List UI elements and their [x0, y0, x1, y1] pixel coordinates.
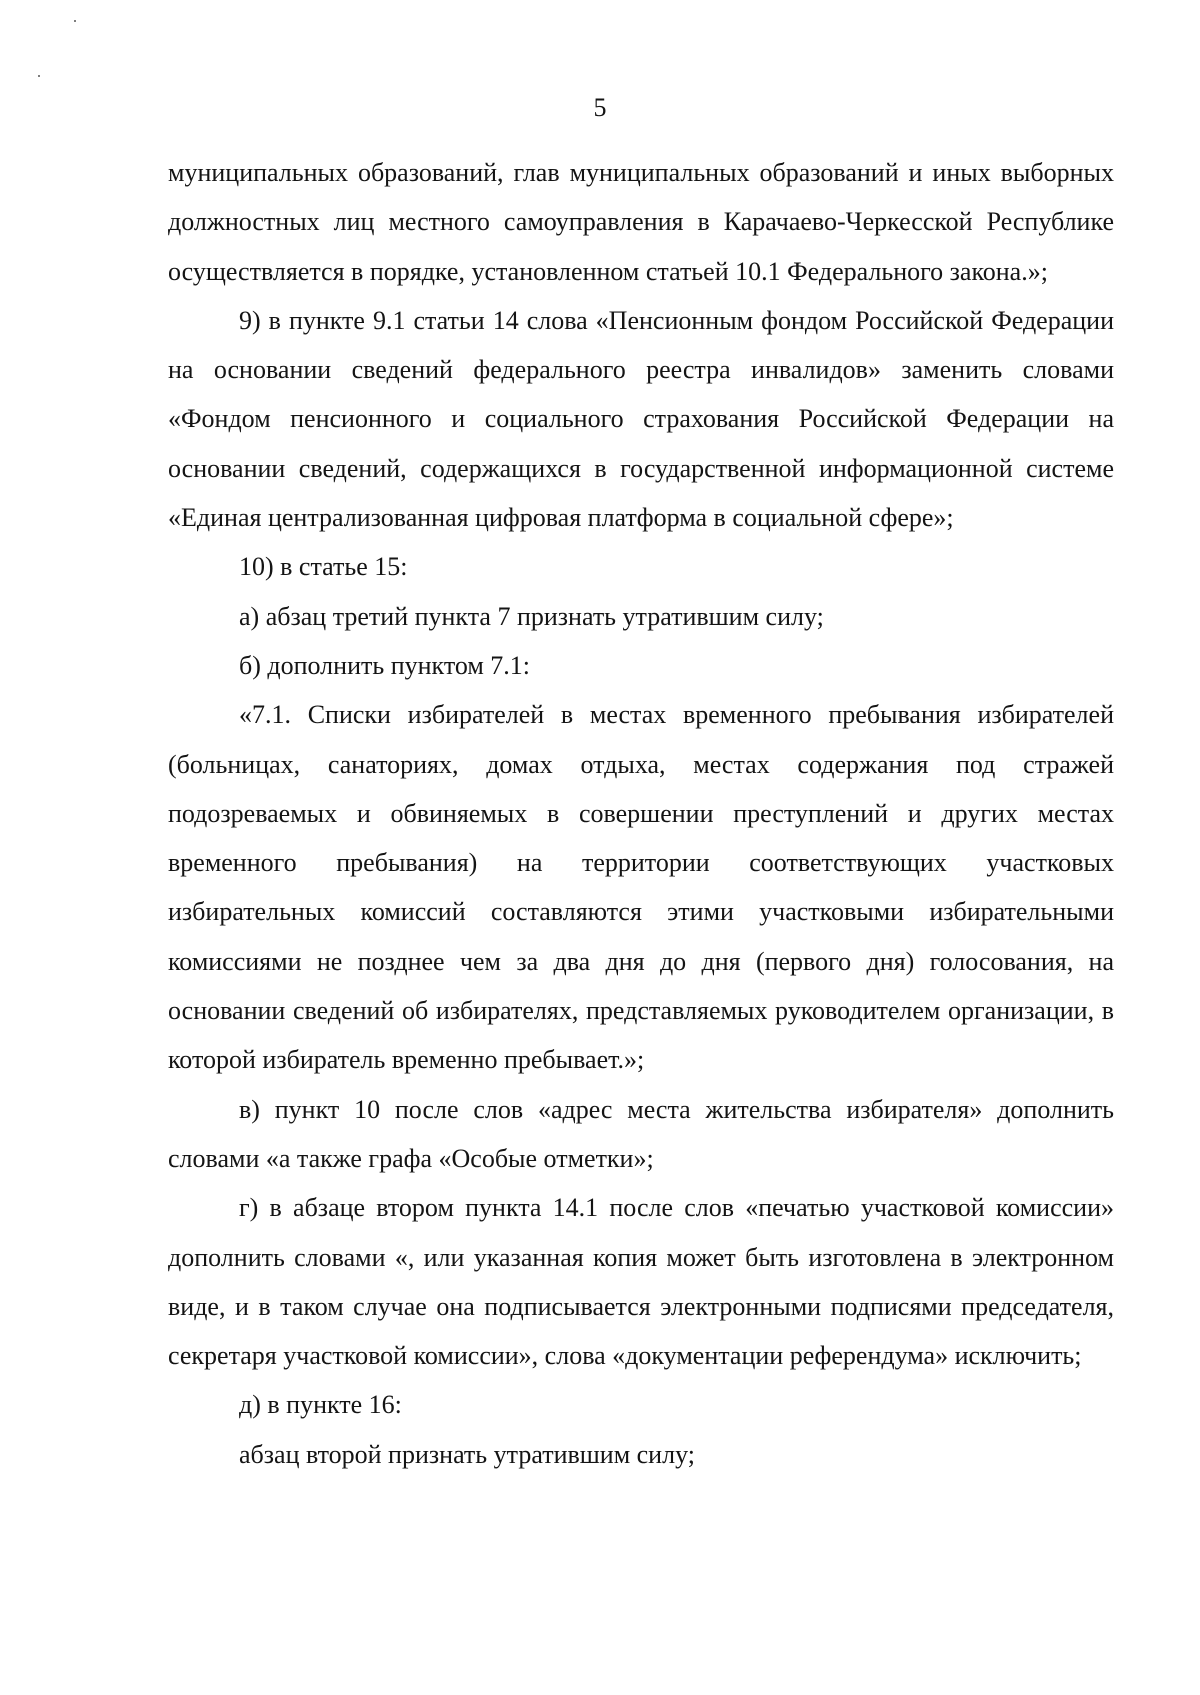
page-number: 5: [593, 93, 607, 122]
scan-speck: [38, 75, 40, 77]
paragraph-subitem-v: в) пункт 10 после слов «адрес места жительства избирателя» дополнить словами «а также графа «Особые отметки»;: [168, 1094, 1114, 1173]
paragraph-item-10: 10) в статье 15:: [239, 552, 408, 582]
paragraph-continuation: муниципальных образований, глав муниципальных образований и иных выборных должностных лиц местного самоуправления в Карачаево-Черкесской Республике осуществляется в порядке, установленном статьей 10.1 Федерального закона.»;: [168, 158, 1114, 286]
paragraph-subitem-d: д) в пункте 16:: [239, 1390, 402, 1420]
paragraph-subitem-b: б) дополнить пунктом 7.1:: [239, 650, 531, 680]
document-body: [168, 148, 1114, 1479]
paragraph-subitem-a: а) абзац третий пункта 7 признать утратившим силу;: [239, 601, 824, 631]
paragraph-final: абзац второй признать утратившим силу;: [239, 1439, 695, 1469]
scan-speck: [74, 20, 76, 22]
paragraph-item-9: 9) в пункте 9.1 статьи 14 слова «Пенсионным фондом Российской Федерации на основании сведений федерального реестра инвалидов» заменить словами «Фондом пенсионного и социального страхования Российской Федерации на основании сведений, содержащихся в государственной информационной системе «Единая централизованная цифровая платформа в социальной сфере»;: [168, 305, 1114, 533]
paragraph-quoted-7-1: «7.1. Списки избирателей в местах временного пребывания избирателей (больницах, санаториях, домах отдыха, местах содержания под стражей подозреваемых и обвиняемых в совершении преступлений и других местах временного пребывания) на территории соответствующих участковых избирательных комиссий составляются этими участковыми избирательными комиссиями не позднее чем за два дня до дня (первого дня) голосования, на основании сведений об избирателях, представляемых руководителем организации, в которой избиратель временно пребывает.»;: [168, 700, 1114, 1075]
paragraph-subitem-g: г) в абзаце втором пункта 14.1 после слов «печатью участковой комиссии» дополнить словами «, или указанная копия может быть изготовлена в электронном виде, и в таком случае она подписывается электронными подписями председателя, секретаря участковой комиссии», слова «документации референдума» исключить;: [168, 1193, 1114, 1371]
